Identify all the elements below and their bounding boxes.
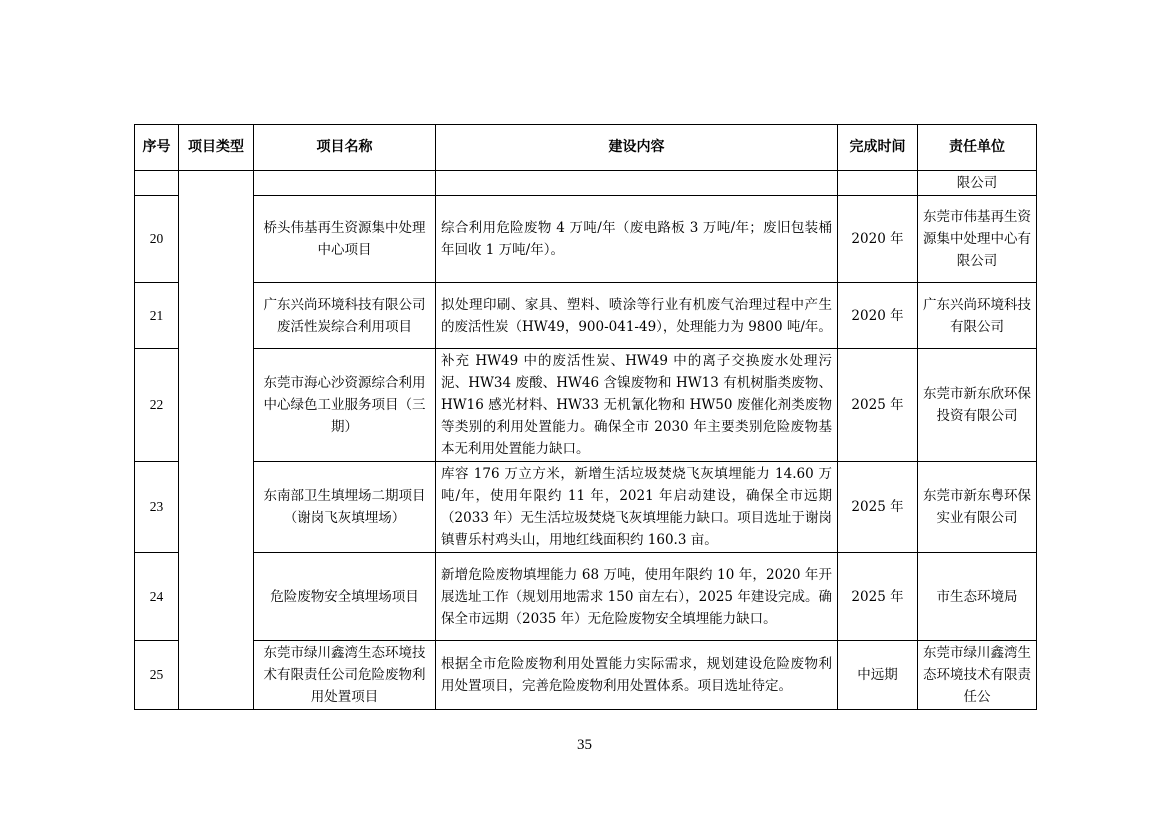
cell-seq: 25 xyxy=(135,641,179,710)
cell-seq: 23 xyxy=(135,462,179,553)
cell-content: 拟处理印刷、家具、塑料、喷涂等行业有机废气治理过程中产生的废活性炭（HW49，900-041-49），处理能力为 9800 吨/年。 xyxy=(436,283,838,349)
cell-unit: 广东兴尚环境科技有限公司 xyxy=(918,283,1037,349)
table-row xyxy=(135,641,1037,710)
cell-content: 根据全市危险废物利用处置能力实际需求，规划建设危险废物利用处置项目，完善危险废物利用处置体系。项目选址待定。 xyxy=(436,641,838,710)
cell-seq: 22 xyxy=(135,349,179,462)
cell-type-merged xyxy=(179,171,254,710)
table-row xyxy=(135,349,1037,462)
cell-unit: 限公司 xyxy=(918,171,1037,196)
cell-content: 新增危险废物填埋能力 68 万吨，使用年限约 10 年，2020 年开展选址工作（规划用地需求 150 亩左右），2025 年建设完成。确保全市远期（2035 年）无危险废物安全填埋能力缺口。 xyxy=(436,553,838,641)
cell-content: 库容 176 万立方米，新增生活垃圾焚烧飞灰填埋能力 14.60 万吨/年，使用年限约 11 年，2021 年启动建设，确保全市远期（2033 年）无生活垃圾焚烧飞灰填埋能力缺口。项目选址于谢岗镇曹乐村鸡头山，用地红线面积约 160.3 亩。 xyxy=(436,462,838,553)
cell-name: 东莞市海心沙资源综合利用中心绿色工业服务项目（三期） xyxy=(254,349,436,462)
table-row-continuation xyxy=(135,171,1037,196)
cell-seq: 21 xyxy=(135,283,179,349)
header-seq: 序号 xyxy=(135,125,179,171)
header-type: 项目类型 xyxy=(179,125,254,171)
cell-unit: 东莞市伟基再生资源集中处理中心有限公司 xyxy=(918,196,1037,283)
cell-content xyxy=(436,171,838,196)
cell-name: 危险废物安全填埋场项目 xyxy=(254,553,436,641)
cell-name xyxy=(254,171,436,196)
cell-unit: 市生态环境局 xyxy=(918,553,1037,641)
cell-name: 桥头伟基再生资源集中处理中心项目 xyxy=(254,196,436,283)
table-header-row xyxy=(135,125,1037,171)
cell-content: 补充 HW49 中的废活性炭、HW49 中的离子交换废水处理污泥、HW34 废酸、HW46 含镍废物和 HW13 有机树脂类废物、HW16 感光材料、HW33 无机氰化物和 HW50 废催化剂类废物等类别的利用处置能力。确保全市 2030 年主要类别危险废物基本无利用处置能力缺口。 xyxy=(436,349,838,462)
cell-time: 2025 年 xyxy=(838,462,918,553)
cell-content: 综合利用危险废物 4 万吨/年（废电路板 3 万吨/年；废旧包装桶年回收 1 万吨/年）。 xyxy=(436,196,838,283)
header-content: 建设内容 xyxy=(436,125,838,171)
page-number: 35 xyxy=(577,737,592,753)
cell-time: 中远期 xyxy=(838,641,918,710)
cell-name: 东南部卫生填埋场二期项目（谢岗飞灰填埋场） xyxy=(254,462,436,553)
cell-time: 2020 年 xyxy=(838,196,918,283)
cell-time: 2025 年 xyxy=(838,553,918,641)
header-name: 项目名称 xyxy=(254,125,436,171)
cell-unit: 东莞市新东粤环保实业有限公司 xyxy=(918,462,1037,553)
table-row xyxy=(135,553,1037,641)
cell-seq: 20 xyxy=(135,196,179,283)
cell-seq xyxy=(135,171,179,196)
cell-seq: 24 xyxy=(135,553,179,641)
table-row xyxy=(135,196,1037,283)
header-unit: 责任单位 xyxy=(918,125,1037,171)
cell-name: 广东兴尚环境科技有限公司废活性炭综合利用项目 xyxy=(254,283,436,349)
cell-time: 2020 年 xyxy=(838,283,918,349)
cell-time: 2025 年 xyxy=(838,349,918,462)
table-row xyxy=(135,283,1037,349)
header-time: 完成时间 xyxy=(838,125,918,171)
cell-unit: 东莞市新东欣环保投资有限公司 xyxy=(918,349,1037,462)
cell-time xyxy=(838,171,918,196)
cell-unit: 东莞市绿川鑫湾生态环境技术有限责任公 xyxy=(918,641,1037,710)
table-row xyxy=(135,462,1037,553)
cell-name: 东莞市绿川鑫湾生态环境技术有限责任公司危险废物利用处置项目 xyxy=(254,641,436,710)
project-table xyxy=(134,124,1037,710)
